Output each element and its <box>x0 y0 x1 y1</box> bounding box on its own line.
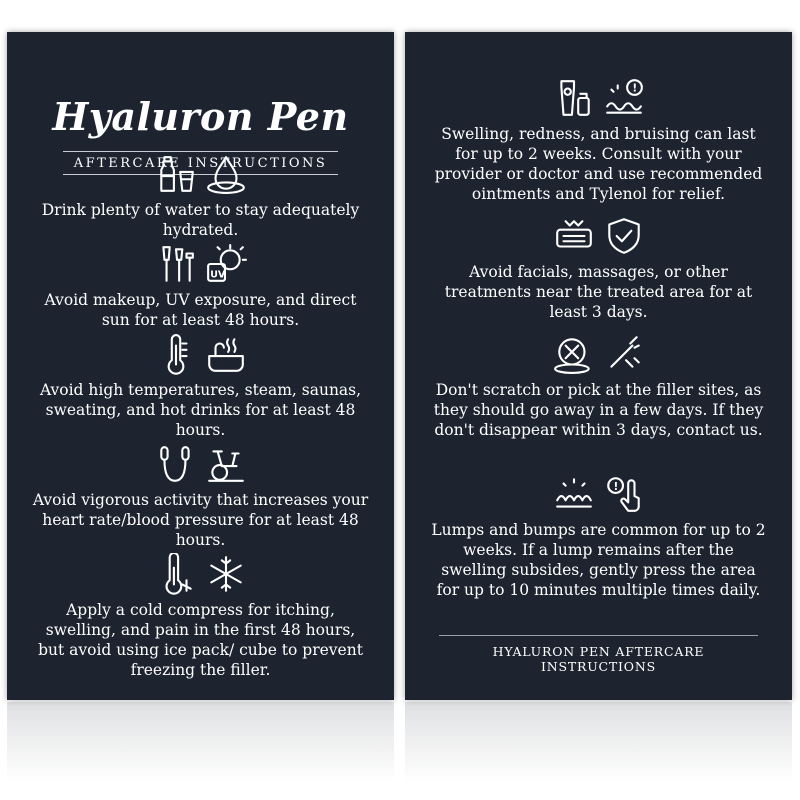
face-treatment-icon <box>553 215 595 257</box>
instruction-text: Swelling, redness, and bruising can last for up to 2 weeks. Consult with your provider or doctor and use recommended ointments and Tylenol for relief. <box>434 125 763 203</box>
footer-label: HYALURON PEN AFTERCARE INSTRUCTIONS <box>439 635 758 674</box>
ointment-icon <box>553 77 595 119</box>
skin-alert-icon <box>603 77 645 119</box>
alert-label: ! <box>613 480 618 493</box>
snowflake-icon <box>205 553 247 595</box>
water-bottle-icon <box>155 153 197 195</box>
instruction-activity <box>7 442 394 550</box>
instruction-lumps <box>405 472 792 600</box>
instruction-makeup <box>7 242 394 330</box>
uv-label: UV <box>209 269 225 281</box>
instruction-scratch <box>405 332 792 440</box>
brand-title: Hyaluron Pen <box>52 94 349 139</box>
hot-tub-icon <box>205 333 247 375</box>
alert-label: ! <box>631 82 637 95</box>
cold-thermometer-icon <box>155 553 197 595</box>
instruction-text: Avoid high temperatures, steam, saunas, sweating, and hot drinks for at least 48 hours. <box>39 381 362 439</box>
left-card <box>7 32 394 700</box>
pick-tool-icon <box>603 333 645 375</box>
exercise-bike-icon <box>205 443 247 485</box>
thermometer-icon <box>155 333 197 375</box>
instruction-treatments <box>405 214 792 322</box>
skin-lump-icon <box>553 473 595 515</box>
right-card-reflection <box>405 702 792 782</box>
no-scratch-icon <box>553 333 595 375</box>
instruction-cold-compress <box>7 552 394 680</box>
instruction-hydration <box>7 152 394 240</box>
instruction-heat <box>7 332 394 440</box>
jump-rope-icon <box>155 443 197 485</box>
instruction-text: Avoid facials, massages, or other treatments near the treated area for at least 3 days. <box>444 263 753 321</box>
instruction-text: Avoid makeup, UV exposure, and direct sun for at least 48 hours. <box>44 291 357 329</box>
makeup-brushes-icon <box>155 243 197 285</box>
instruction-text: Lumps and bumps are common for up to 2 weeks. If a lump remains after the swelling subsides, gently press the area for up to 10 minutes multiple times daily. <box>431 521 766 599</box>
left-card-reflection <box>7 702 394 782</box>
right-card <box>405 32 792 700</box>
uv-sun-icon <box>205 243 247 285</box>
water-drop-icon <box>205 153 247 195</box>
shield-check-icon <box>603 215 645 257</box>
brand-subtitle: AFTERCARE INSTRUCTIONS <box>63 151 338 175</box>
instruction-text: Avoid vigorous activity that increases your heart rate/blood pressure for at least 48 hours. <box>32 491 369 549</box>
finger-press-icon <box>603 473 645 515</box>
instruction-text: Don't scratch or pick at the filler sites, as they should go away in a few days. If they don't disappear within 3 days, contact us. <box>433 381 764 439</box>
instruction-swelling <box>405 76 792 204</box>
instruction-text: Drink plenty of water to stay adequately hydrated. <box>41 201 360 239</box>
instruction-text: Apply a cold compress for itching, swelling, and pain in the first 48 hours, but avoid using ice pack/ cube to prevent freezing the filler. <box>38 601 363 679</box>
